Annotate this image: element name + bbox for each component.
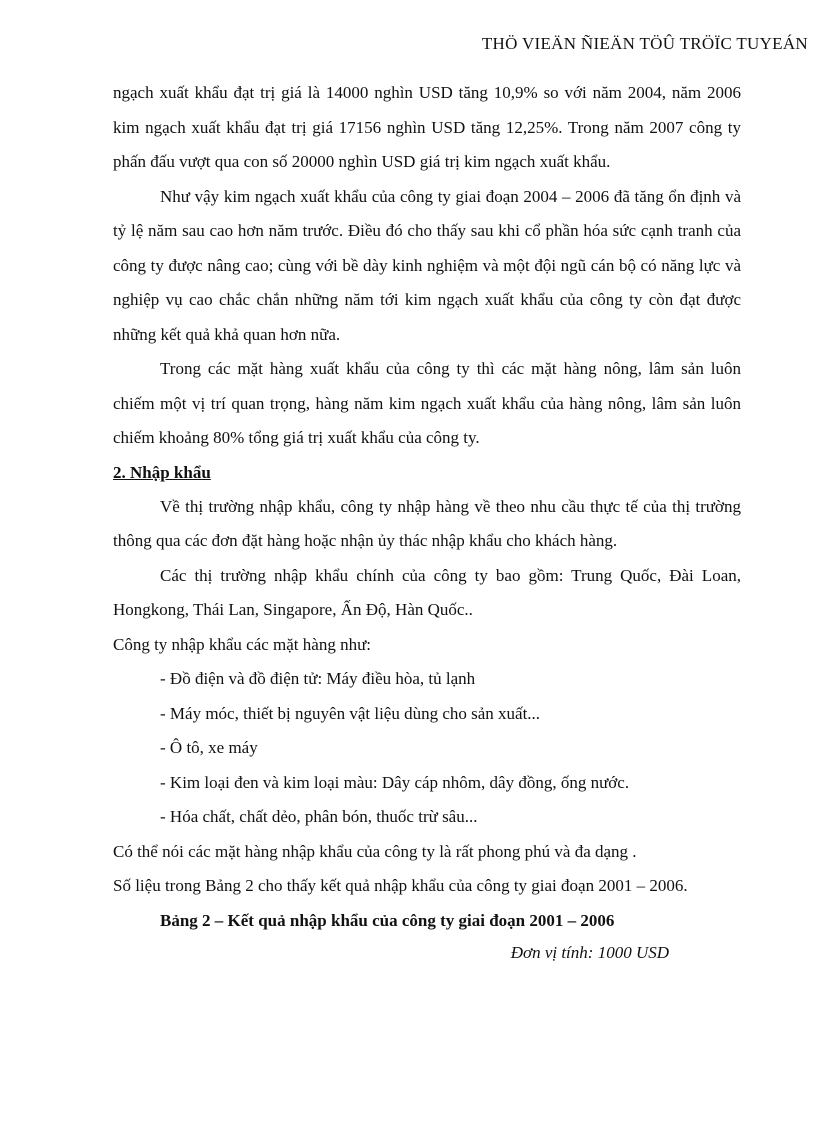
list-item: - Máy móc, thiết bị nguyên vật liệu dùng cho sản xuất... [160,703,541,723]
table-unit-note: Đơn vị tính: 1000 USD [510,942,669,962]
section-heading-import: 2. Nhập khẩu [113,462,211,482]
page-header-title: THÖ VIEÄN ÑIEÄN TÖÛ TRÖÏC TUYEÁN [481,34,808,53]
paragraph-import-diversity: Có thể nói các mặt hàng nhập khẩu của công ty là rất phong phú và đa dạng . [113,841,637,861]
paragraph-import-goods-intro: Công ty nhập khẩu các mặt hàng như: [113,634,372,654]
body-text [113,76,741,968]
list-item: - Hóa chất, chất dẻo, phân bón, thuốc trừ sâu... [160,807,478,826]
paragraph-table-reference: Số liệu trong Bảng 2 cho thấy kết quả nhập khẩu của công ty giai đoạn 2001 – 2006. [113,876,688,895]
list-item: - Đồ điện và đồ điện tử: Máy điều hòa, tủ lạnh [160,669,476,688]
table-caption: Bảng 2 – Kết quả nhập khẩu của công ty giai đoạn 2001 – 2006 [160,910,615,930]
list-item: - Kim loại đen và kim loại màu: Dây cáp nhôm, dây đồng, ống nước. [160,772,630,792]
paragraph-export-values: ngạch xuất khẩu đạt trị giá là 14000 nghìn USD tăng 10,9% so với năm 2004, năm 2006 kim ngạch xuất khẩu đạt trị giá 17156 nghìn USD tăng 12,25%. Trong năm 2007 công ty phấn đấu vượt qua con số 20000 nghìn USD giá trị kim ngạch xuất khẩu. [113,83,741,171]
paragraph-agricultural-exports: Trong các mặt hàng xuất khẩu của công ty thì các mặt hàng nông, lâm sản luôn chiếm một vị trí quan trọng, hàng năm kim ngạch xuất khẩu của hàng nông, lâm sản luôn chiếm khoảng 80% tổng giá trị xuất khẩu của công ty. [113,359,741,447]
paragraph-import-market: Về thị trường nhập khẩu, công ty nhập hàng về theo nhu cầu thực tế của thị trường thông qua các đơn đặt hàng hoặc nhận ủy thác nhập khẩu cho khách hàng. [113,496,741,550]
paragraph-import-countries: Các thị trường nhập khẩu chính của công ty bao gồm: Trung Quốc, Đài Loan, Hongkong, Thái Lan, Singapore, Ấn Độ, Hàn Quốc.. [113,565,741,619]
paragraph-export-growth: Như vậy kim ngạch xuất khẩu của công ty giai đoạn 2004 – 2006 đã tăng ổn định và tỷ lệ năm sau cao hơn năm trước. Điều đó cho thấy sau khi cổ phần hóa sức cạnh tranh của công ty được nâng cao; cùng với bề dày kinh nghiệm và một đội ngũ cán bộ có năng lực và nghiệp vụ cao chắc chắn những năm tới kim ngạch xuất khẩu của công ty còn đạt được những kết quả khả quan hơn nữa. [113,186,741,344]
list-item: - Ô tô, xe máy [160,738,258,757]
